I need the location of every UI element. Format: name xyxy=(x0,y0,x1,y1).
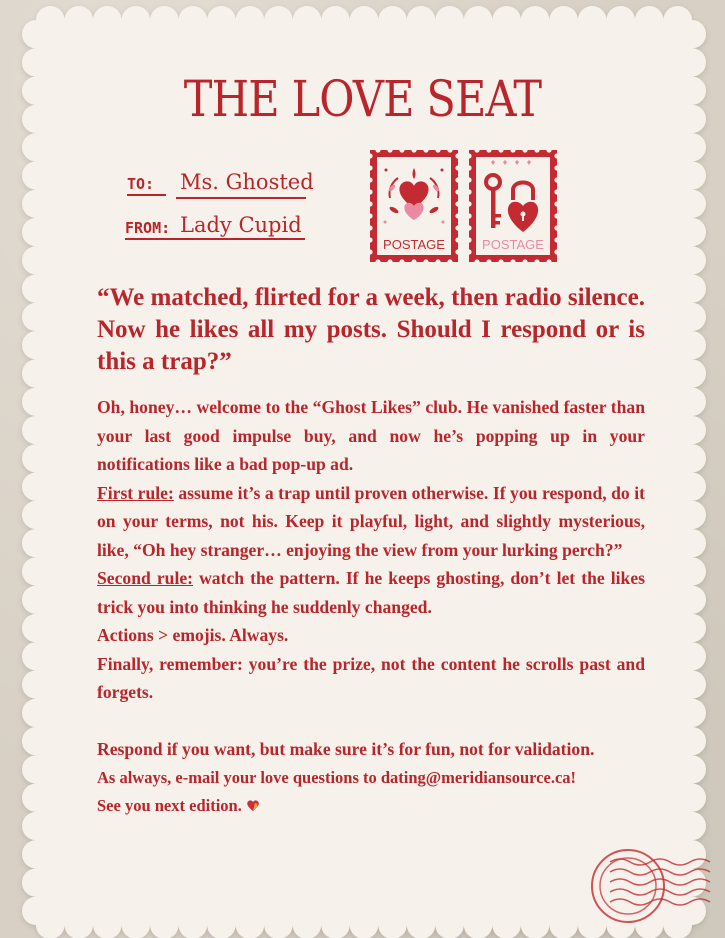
heart-emoji-icon xyxy=(246,799,260,812)
answer-finally: Finally, remember: you’re the prize, not the content he scrolls past and forgets. xyxy=(97,653,645,702)
answer-email: As always, e-mail your love questions to dating@meridiansource.ca! xyxy=(97,767,577,787)
answer-signoff xyxy=(97,792,645,821)
advice-answer xyxy=(97,393,645,821)
rule-1-text: assume it’s a trap until proven otherwise. If you respond, do it on your terms, not his. Keep it playful, light, and slightly mysterious, like, “Oh hey stranger… enjoying the view from your lurking perch?” xyxy=(97,482,645,560)
answer-respond: Respond if you want, but make sure it’s for fun, not for validation. xyxy=(97,739,595,759)
to-label-underline xyxy=(127,194,166,196)
postage-stamp-key-lock xyxy=(467,148,559,264)
reader-question: “We matched, flirted for a week, then radio silence. Now he likes all my posts. Should I respond or is this a trap?” xyxy=(97,284,645,375)
answer-rule-2 xyxy=(97,564,645,621)
from-underline xyxy=(125,238,305,240)
stamp2-label: POSTAGE xyxy=(482,237,544,252)
to-value: Ms. Ghosted xyxy=(180,170,314,194)
rule-1-label: First rule: xyxy=(97,482,174,503)
answer-rule-1 xyxy=(97,479,645,565)
postmark-icon xyxy=(580,840,725,938)
to-label: TO: xyxy=(127,175,155,193)
page-title: THE LOVE SEAT xyxy=(183,70,542,128)
rule-2-label: Second rule: xyxy=(97,568,193,588)
rule-2-text: watch the pattern. If he keeps ghosting, don’t let the likes trick you into thinking he suddenly changed. xyxy=(97,568,645,617)
to-value-underline xyxy=(176,197,306,199)
stamp1-label: POSTAGE xyxy=(383,237,445,252)
from-label: FROM: xyxy=(125,219,171,237)
postage-stamp-heart xyxy=(368,148,460,264)
answer-actions: Actions > emojis. Always. xyxy=(97,625,289,645)
from-value: Lady Cupid xyxy=(180,213,302,237)
signoff-text: See you next edition. xyxy=(97,796,242,815)
answer-intro: Oh, honey… welcome to the “Ghost Likes” club. He vanished faster than your last good impulse buy, and now he’s popping up in your notifications like a bad pop-up ad. xyxy=(97,397,645,474)
spacer xyxy=(97,707,645,736)
